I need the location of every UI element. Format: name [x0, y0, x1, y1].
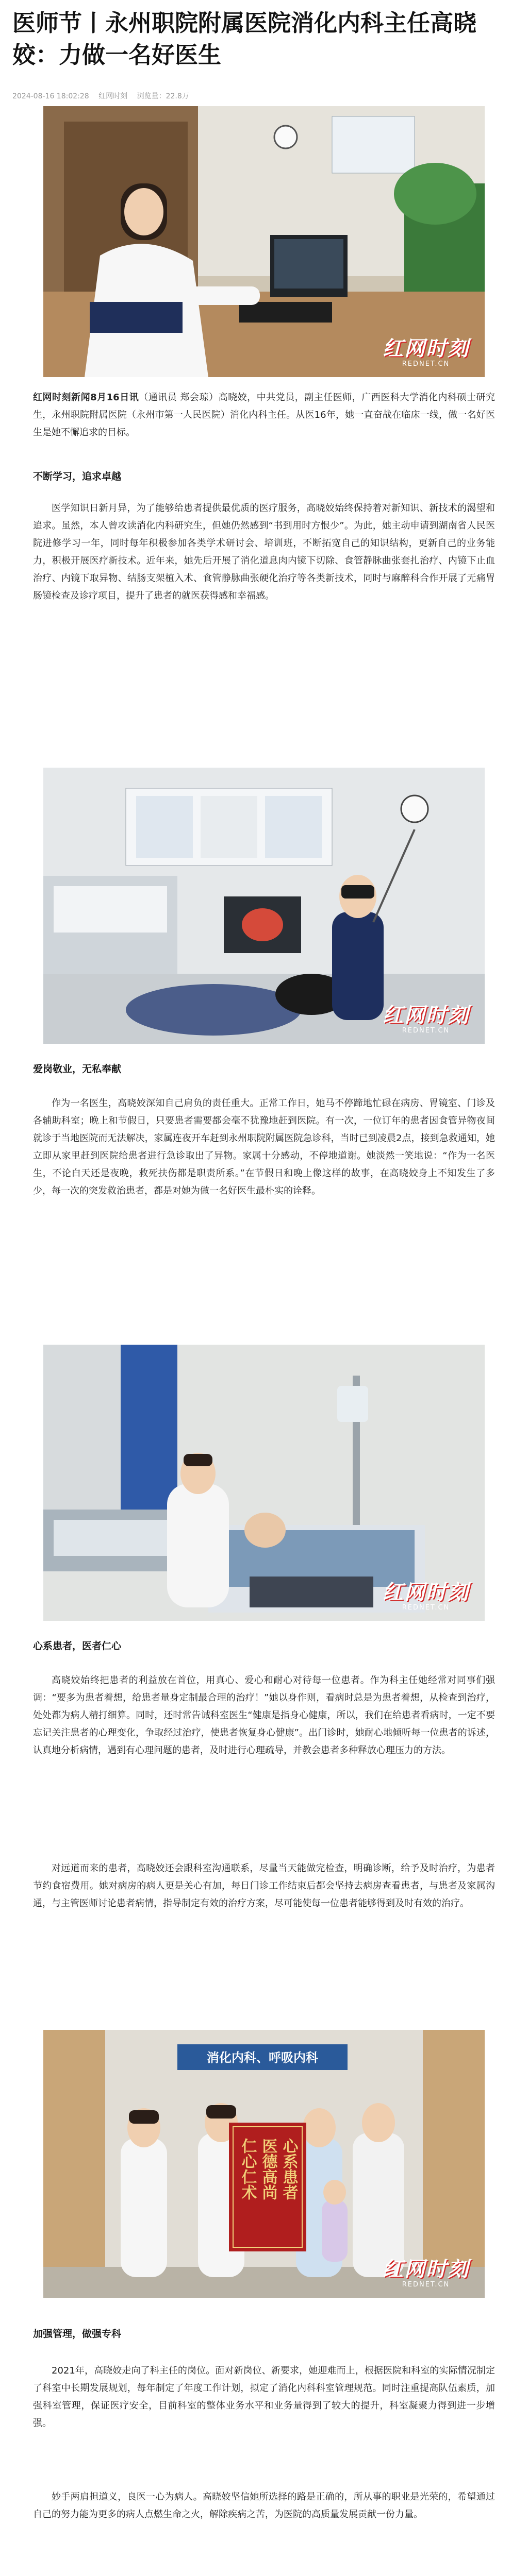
section-3-paragraph-1: 高晓姣始终把患者的利益放在首位，用真心、爱心和耐心对待每一位患者。作为科主任她经常对同事们强调：“要多为患者着想，给患者量身定制最合理的治疗！”她以身作则，看病时总是为患者着想，从检查到治疗，处处都为病人精打细算。同时，还时常告诫科室医生“健康是指身心健康，所以，我们在给患者看病时，一定不要忘记关注患者的心理变化，争取经过治疗，使患者恢复身心健康”。出门诊时，她耐心地倾听每一位患者的诉述，认真地分析病情，遇到有心理问题的患者，及时进行心理疏导，并教会患者多种释放心理压力的方法。 — [33, 1675, 495, 1756]
photo-ward-visit-scene — [43, 1345, 485, 1621]
section-heading-3: 心系患者，医者仁心 — [33, 1640, 122, 1652]
banner-line-3: 仁心仁术 — [238, 2138, 257, 2200]
watermark-subtitle: REDNET.CN — [402, 2281, 450, 2289]
photo-endoscopy-room — [43, 768, 485, 1044]
photo-doctor-at-desk — [43, 106, 485, 377]
section-heading-1: 不断学习，追求卓越 — [33, 471, 122, 482]
article-meta — [12, 91, 516, 102]
watermark — [383, 2258, 469, 2289]
watermark — [383, 1004, 469, 1035]
section-2-paragraph-1: 作为一名医生，高晓姣深知自己肩负的责任重大。正常工作日，她马不停蹄地忙碌在病房、胃镜室、门诊及各辅助科室；晚上和节假日，只要患者需要都会毫不犹豫地赶到医院。有一次，一位订年的患者因食管异物夜间就诊于当地医院而无法解决，家属连夜开车赶到永州职院附属医院急诊科，当时已到凌晨2点，接到急救通知，她立即从家里赶到医院给患者进行急诊取出了异物。家属十分感动，不停地道谢。她淡然一笑地说：“作为一名医生，不论白天还是夜晚，救死扶伤都是职责所系。”在节假日和晚上像这样的故事，在高晓姣身上不知发生了多少，每一次的突发救治患者，都是对她为做一名好医生最朴实的诠释。 — [33, 1098, 495, 1196]
photo-ward-visit — [43, 1345, 485, 1621]
watermark-subtitle: REDNET.CN — [402, 360, 450, 368]
photo-endoscopy-room-scene — [43, 768, 485, 1044]
view-count: 浏览量：22.8万 — [137, 92, 189, 100]
watermark-logo: 红网时刻 — [383, 1581, 469, 1604]
section-heading-2: 爱岗敬业，无私奉献 — [33, 1063, 122, 1075]
section-4-paragraph-2: 妙手两肩担道义，良医一心为病人。高晓姣坚信她所选择的路是正确的，所从事的职业是光荣的，希望通过自己的努力能为更多的病人点燃生命之火，解除疾病之苦，为医院的高质量发展贡献一份力量。 — [33, 2492, 495, 2520]
section-1-paragraph-1: 医学知识日新月异，为了能够给患者提供最优质的医疗服务，高晓姣始终保持着对新知识、新技术的渴望和追求。虽然，本人曾攻读消化内科研究生，但她仍然感到“书到用时方恨少”。为此，她主动申请到湖南省人民医院进修学习一年，同时每年积极参加各类学术研讨会、培训班，不断拓宽自己的知识结构，更新自己的业务能力，积极开展医疗新技术。近年来，她先后开展了消化道息肉内镜下切除、食管静脉曲张套扎治疗、内镜下止血治疗、内镜下取异物、结肠支架植入术、食管静脉曲张硬化治疗等各类新技术，同时与麻醉科合作开展了无痛胃肠镜检查及诊疗项目，提升了患者的就医获得感和幸福感。 — [33, 503, 495, 601]
wall-sign: 消化内科、呼吸内科 — [207, 2050, 318, 2065]
article-title: 医师节丨永州职院附属医院消化内科主任高晓姣：力做一名好医生 — [12, 9, 477, 69]
watermark-logo: 红网时刻 — [383, 337, 469, 361]
lead-paragraph — [33, 389, 495, 442]
lead-text: （通讯员 郑会琼）高晓姣，中共党员，副主任医师，广西医科大学消化内科硕士研究生，永州职院附属医院（永州市第一人民医院）消化内科主任。从医16年，她一直奋战在临床一线，做一名好医生是她不懈追求的目标。 — [33, 392, 495, 438]
publish-datetime: 2024-08-16 18:02:28 — [12, 92, 89, 100]
watermark-subtitle: REDNET.CN — [402, 1027, 450, 1035]
banner-line-1: 心系患者 — [279, 2138, 298, 2200]
photo-banner-presentation — [43, 2030, 485, 2298]
watermark-subtitle: REDNET.CN — [402, 1604, 450, 1612]
section-heading-4: 加强管理，做强专科 — [33, 2328, 122, 2340]
section-3-paragraph-2: 对远道而来的患者，高晓姣还会跟科室沟通联系，尽量当天能做完检查，明确诊断，给予及时治疗，为患者节约食宿费用。她对病房的病人更是关心有加，每日门诊工作结束后都会坚持去病房查看患者，与患者及家属沟通，与主管医师讨论患者病情，指导制定有效的治疗方案，尽可能使每一位患者能够得到及时有效的治疗。 — [33, 1863, 495, 1909]
lead-label: 红网时刻新闻8月16日讯 — [33, 392, 139, 403]
source-name: 红网时刻 — [98, 92, 128, 100]
banner-line-2: 医德高尚 — [259, 2138, 277, 2200]
watermark-logo: 红网时刻 — [383, 1004, 469, 1027]
watermark — [383, 1581, 469, 1612]
watermark-logo: 红网时刻 — [383, 2258, 469, 2281]
section-4-paragraph-1: 2021年，高晓姣走向了科主任的岗位。面对新岗位、新要求，她迎难而上，根据医院和科室的实际情况制定了科室中长期发展规划，每年制定了年度工作计划，拟定了消化内科科室管理规范。同时注重提高队伍素质，加强科室管理，保证医疗安全，目前科室的整体业务水平和业务量得到了较大的提升，科室凝聚力得到进一步增强。 — [33, 2365, 495, 2429]
watermark — [383, 337, 469, 368]
